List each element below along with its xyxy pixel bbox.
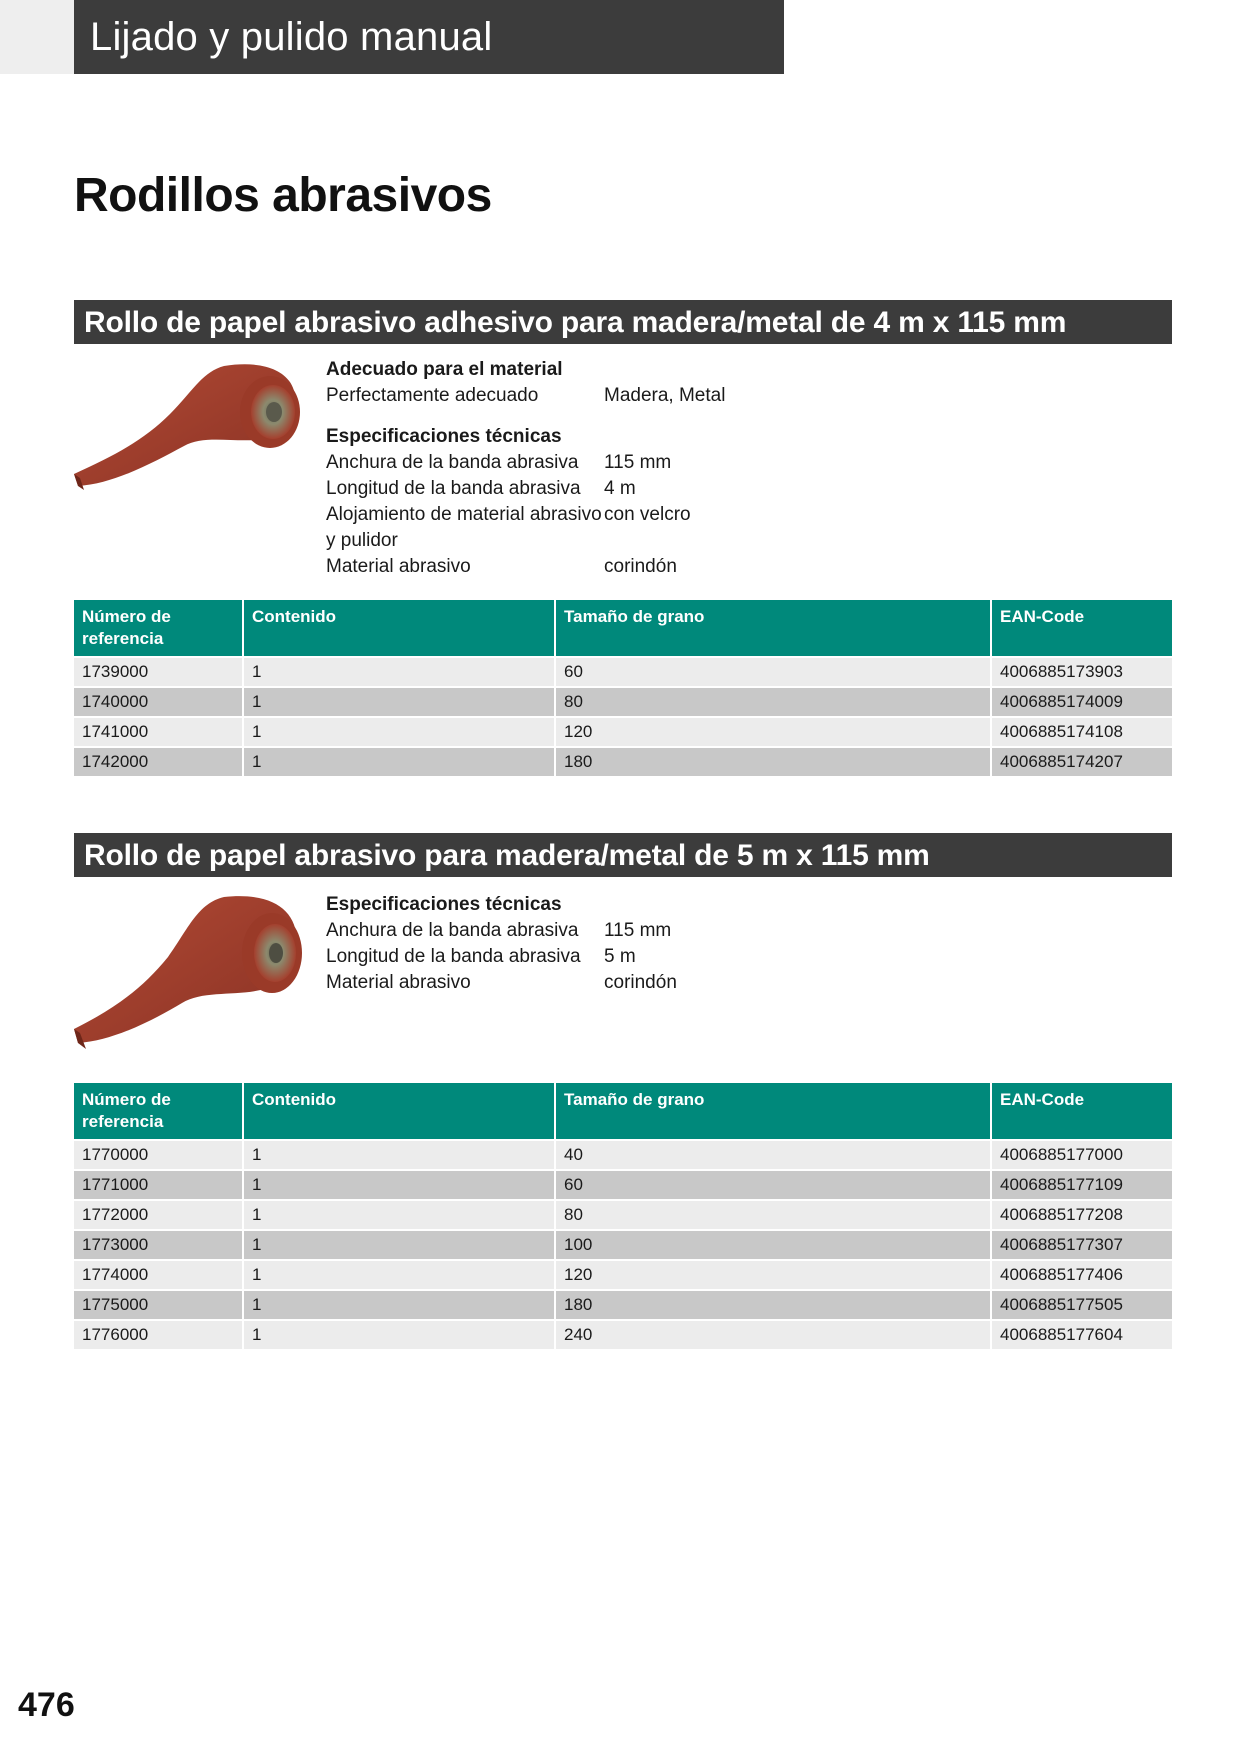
product-section-2	[74, 833, 1172, 1363]
table-cell: 1	[243, 1170, 555, 1200]
table-cell: 100	[555, 1230, 991, 1260]
specs-heading: Especificaciones técnicas	[326, 426, 562, 447]
table-cell: 4006885174009	[991, 687, 1172, 717]
table-cell: 40	[555, 1140, 991, 1170]
table-cell: 1	[243, 1290, 555, 1320]
spec-value: 5 m	[604, 946, 636, 967]
table-cell: 4006885177307	[991, 1230, 1172, 1260]
column-header: EAN-Code	[991, 1083, 1172, 1140]
column-header: Contenido	[243, 600, 555, 657]
spec-row	[326, 944, 677, 970]
spec-row	[326, 450, 725, 476]
spec-value: 4 m	[604, 478, 636, 499]
spec-value: corindón	[604, 972, 677, 993]
column-header: Número de referencia	[74, 1083, 243, 1140]
table-cell: 4006885177604	[991, 1320, 1172, 1349]
table-cell: 4006885177505	[991, 1290, 1172, 1320]
spec-row	[326, 476, 725, 502]
page-title: Rodillos abrasivos	[74, 169, 492, 222]
spec-row	[326, 970, 677, 996]
column-header: Tamaño de grano	[555, 600, 991, 657]
header-tab-background	[0, 0, 74, 74]
spec-value: con velcro	[604, 504, 691, 525]
table-cell: 4006885174108	[991, 717, 1172, 747]
table-cell: 60	[555, 657, 991, 687]
table-cell: 1	[243, 657, 555, 687]
table-cell: 1771000	[74, 1170, 243, 1200]
table-row	[74, 1170, 1172, 1200]
table-cell: 4006885177208	[991, 1200, 1172, 1230]
section-title: Rollo de papel abrasivo para madera/metal de 5 m x 115 mm	[74, 833, 1172, 877]
spec-value: 115 mm	[604, 920, 672, 941]
spec-label: Anchura de la banda abrasiva	[326, 452, 579, 473]
table-cell: 1739000	[74, 657, 243, 687]
table-cell: 4006885173903	[991, 657, 1172, 687]
sandpaper-roll-image	[74, 358, 306, 498]
table-cell: 1	[243, 1320, 555, 1349]
table-row	[74, 1260, 1172, 1290]
spec-label: Anchura de la banda abrasiva	[326, 920, 579, 941]
sandpaper-roll-image	[74, 891, 306, 1051]
table-row	[74, 717, 1172, 747]
table-cell: 1	[243, 1200, 555, 1230]
page-number: 476	[18, 1686, 75, 1724]
spec-row	[326, 502, 725, 554]
spec-list	[326, 891, 677, 996]
product-section-1	[74, 300, 1172, 780]
chapter-header: Lijado y pulido manual	[74, 0, 784, 74]
table-row	[74, 1200, 1172, 1230]
spec-label: Longitud de la banda abrasiva	[326, 946, 581, 967]
spec-label: Longitud de la banda abrasiva	[326, 478, 581, 499]
table-cell: 180	[555, 1290, 991, 1320]
table-cell: 80	[555, 1200, 991, 1230]
table-cell: 1770000	[74, 1140, 243, 1170]
spec-value: 115 mm	[604, 452, 672, 473]
spec-value: Madera, Metal	[604, 385, 726, 406]
table-cell: 240	[555, 1320, 991, 1349]
section-title: Rollo de papel abrasivo adhesivo para madera/metal de 4 m x 115 mm	[74, 300, 1172, 344]
table-row	[74, 687, 1172, 717]
table-cell: 1	[243, 1260, 555, 1290]
table-cell: 1	[243, 717, 555, 747]
table-cell: 1775000	[74, 1290, 243, 1320]
spec-label: Material abrasivo	[326, 556, 471, 577]
spec-row	[326, 383, 725, 409]
specs-heading: Especificaciones técnicas	[326, 894, 562, 915]
table-cell: 180	[555, 747, 991, 776]
spec-label: Perfectamente adecuado	[326, 385, 539, 406]
table-cell: 1	[243, 1230, 555, 1260]
table-cell: 80	[555, 687, 991, 717]
material-heading: Adecuado para el material	[326, 359, 563, 380]
table-cell: 1742000	[74, 747, 243, 776]
reference-table	[74, 1083, 1172, 1349]
table-row	[74, 657, 1172, 687]
table-row	[74, 1230, 1172, 1260]
reference-table	[74, 600, 1172, 776]
column-header: Número de referencia	[74, 600, 243, 657]
table-row	[74, 747, 1172, 776]
table-cell: 1	[243, 1140, 555, 1170]
spec-row	[326, 554, 725, 580]
spec-label: Material abrasivo	[326, 972, 471, 993]
spec-label: Alojamiento de material abrasivo y pulidor	[326, 504, 602, 551]
column-header: Tamaño de grano	[555, 1083, 991, 1140]
table-cell: 4006885177000	[991, 1140, 1172, 1170]
table-cell: 1774000	[74, 1260, 243, 1290]
table-row	[74, 1140, 1172, 1170]
table-cell: 60	[555, 1170, 991, 1200]
table-row	[74, 1320, 1172, 1349]
table-cell: 4006885177406	[991, 1260, 1172, 1290]
column-header: Contenido	[243, 1083, 555, 1140]
spec-list	[326, 356, 725, 580]
table-row	[74, 1290, 1172, 1320]
table-cell: 120	[555, 1260, 991, 1290]
table-cell: 1740000	[74, 687, 243, 717]
spec-row	[326, 918, 677, 944]
spec-value: corindón	[604, 556, 677, 577]
table-cell: 120	[555, 717, 991, 747]
table-cell: 4006885174207	[991, 747, 1172, 776]
table-cell: 1741000	[74, 717, 243, 747]
table-cell: 1	[243, 747, 555, 776]
column-header: EAN-Code	[991, 600, 1172, 657]
table-cell: 1773000	[74, 1230, 243, 1260]
table-cell: 4006885177109	[991, 1170, 1172, 1200]
table-cell: 1776000	[74, 1320, 243, 1349]
table-cell: 1	[243, 687, 555, 717]
table-cell: 1772000	[74, 1200, 243, 1230]
